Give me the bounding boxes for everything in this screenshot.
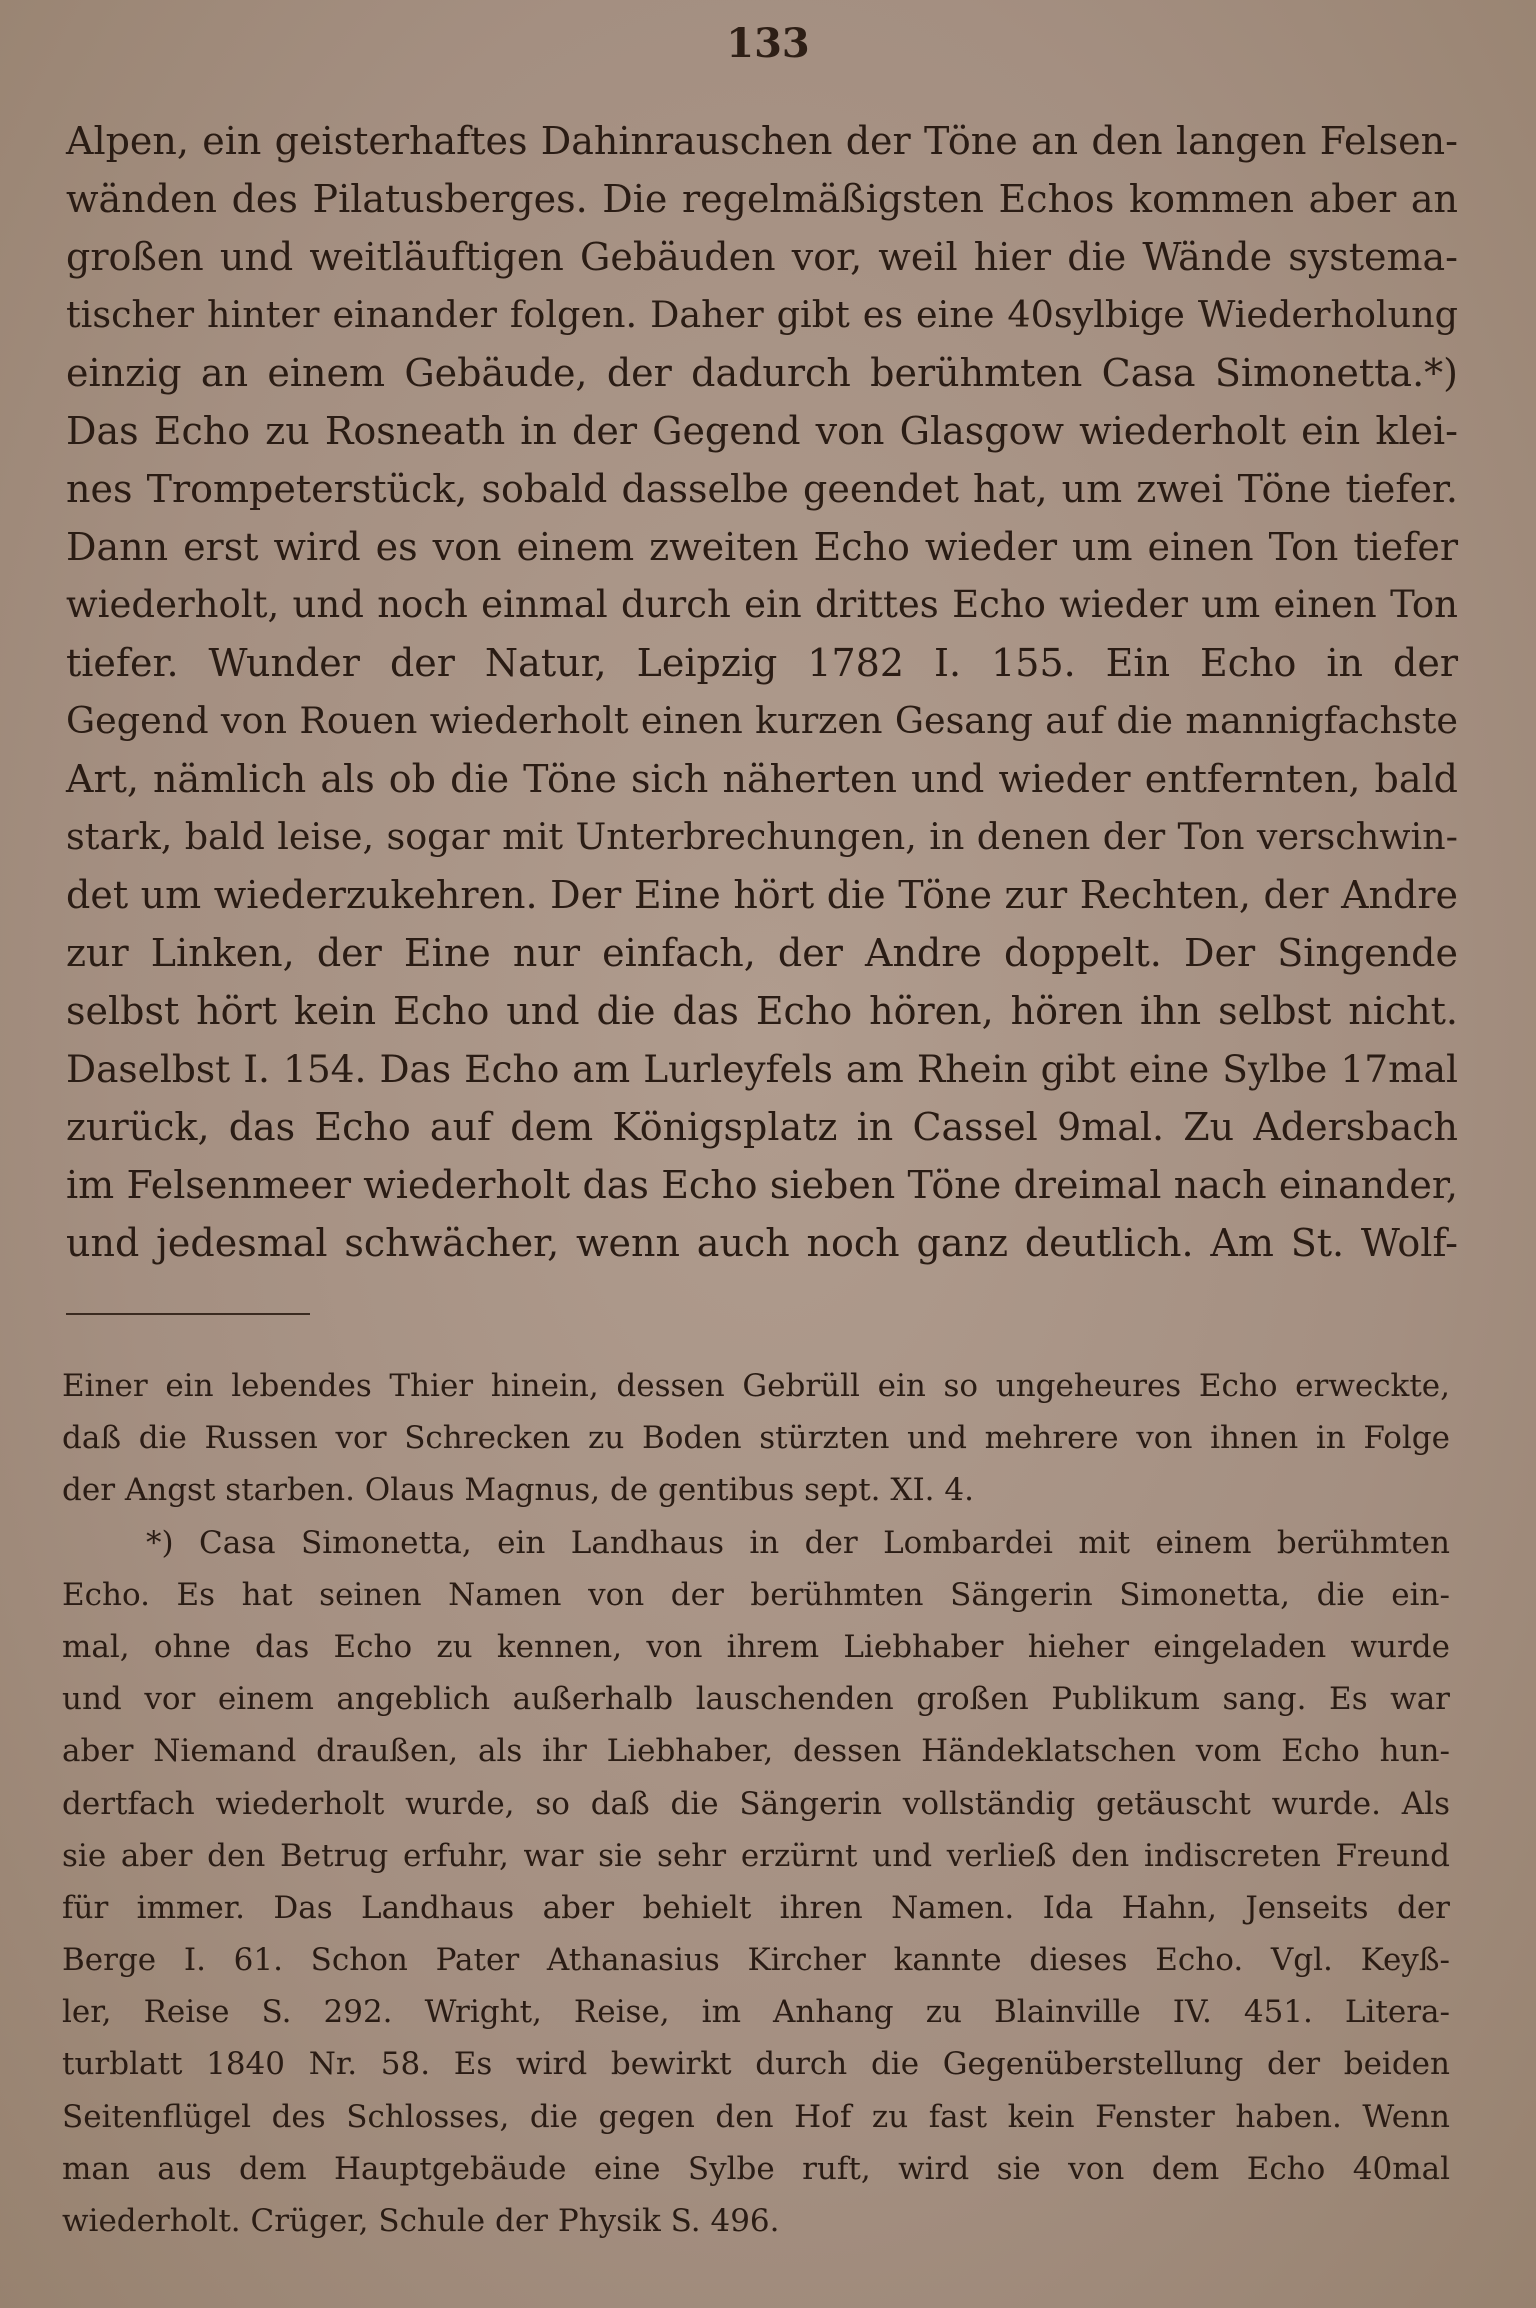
footnote-line: Einer ein lebendes Thier hinein, dessen Gebrüll ein so ungeheures Echo erweckte, [62,1368,1450,1404]
footnote-line: daß die Russen vor Schrecken zu Boden stürzten und mehrere von ihnen in Folge [62,1420,1450,1457]
main-text-line: stark, bald leise, sogar mit Unterbrechungen, in denen der Ton verschwin- [66,815,1458,858]
main-text-line: Dann erst wird es von einem zweiten Echo wieder um einen Ton tiefer [66,525,1458,569]
main-text-line: wiederholt, und noch einmal durch ein drittes Echo wieder um einen Ton [66,583,1458,626]
footnote-line: sie aber den Betrug erfuhr, war sie sehr erzürnt und verließ den indiscreten Freund [62,1837,1450,1874]
main-text-line: Daselbst I. 154. Das Echo am Lurleyfels am Rhein gibt eine Sylbe 17mal [66,1047,1458,1091]
main-text-line: nes Trompeterstück, sobald dasselbe geendet hat, um zwei Töne tiefer. [66,467,1458,511]
footnote-line: Berge I. 61. Schon Pater Athanasius Kircher kannte dieses Echo. Vgl. Keyß- [62,1942,1450,1979]
main-text-line: Art, nämlich als ob die Töne sich näherten und wieder entfernten, bald [66,757,1458,801]
footnotes [62,1360,1450,2247]
main-text-line: im Felsenmeer wiederholt das Echo sieben Töne dreimal nach einander, [66,1163,1458,1207]
main-text-line: det um wiederzukehren. Der Eine hört die Töne zur Rechten, der Andre [66,873,1458,917]
main-text-line: zur Linken, der Eine nur einfach, der Andre doppelt. Der Singende [66,931,1458,975]
main-text-line: großen und weitläuftigen Gebäuden vor, weil hier die Wände systema- [66,235,1458,279]
footnote-line: der Angst starben. Olaus Magnus, de gentibus sept. XI. 4. [62,1472,974,1509]
footnote-line: ler, Reise S. 292. Wright, Reise, im Anhang zu Blainville IV. 451. Litera- [62,1994,1450,2031]
main-text-line: tiefer. Wunder der Natur, Leipzig 1782 I. 155. Ein Echo in der [66,641,1458,685]
footnote-line: wiederholt. Crüger, Schule der Physik S. 496. [62,2203,780,2239]
page-number: 133 [726,20,810,67]
main-text-line: zurück, das Echo auf dem Königsplatz in Cassel 9mal. Zu Adersbach [66,1105,1458,1149]
footnote-separator [66,1313,310,1315]
footnote-line: Seitenflügel des Schlosses, die gegen den Hof zu fast kein Fenster haben. Wenn [62,2098,1450,2135]
main-text-line: selbst hört kein Echo und die das Echo hören, hören ihn selbst nicht. [66,989,1458,1033]
main-text-line: Gegend von Rouen wiederholt einen kurzen Gesang auf die mannigfachste [66,699,1458,742]
main-text-line: Alpen, ein geisterhaftes Dahinrauschen der Töne an den langen Felsen- [66,119,1458,163]
footnote-line: turblatt 1840 Nr. 58. Es wird bewirkt durch die Gegenüberstellung der beiden [62,2046,1450,2083]
main-text-line: einzig an einem Gebäude, der dadurch berühmten Casa Simonetta.*) [66,351,1458,395]
footnote-line: dertfach wiederholt wurde, so daß die Sängerin vollständig getäuscht wurde. Als [62,1785,1450,1822]
footnote-line: mal, ohne das Echo zu kennen, von ihrem Liebhaber hieher eingeladen wurde [62,1628,1450,1665]
main-text [66,112,1458,1272]
footnote-line: und vor einem angeblich außerhalb lauschenden großen Publikum sang. Es war [62,1681,1450,1718]
main-text-line: Das Echo zu Rosneath in der Gegend von Glasgow wiederholt ein klei- [66,409,1458,453]
footnote-line: aber Niemand draußen, als ihr Liebhaber, dessen Händeklatschen vom Echo hun- [62,1733,1450,1770]
footnote-line: für immer. Das Landhaus aber behielt ihren Namen. Ida Hahn, Jenseits der [62,1889,1450,1926]
footnote-line: man aus dem Hauptgebäude eine Sylbe ruft, wird sie von dem Echo 40mal [62,2150,1450,2187]
footnote-line: Echo. Es hat seinen Namen von der berühmten Sängerin Simonetta, die ein- [62,1576,1450,1613]
main-text-line: wänden des Pilatusberges. Die regelmäßigsten Echos kommen aber an [66,177,1458,221]
main-text-line: und jedesmal schwächer, wenn auch noch ganz deutlich. Am St. Wolf- [66,1221,1458,1265]
main-text-line: tischer hinter einander folgen. Daher gibt es eine 40sylbige Wiederholung [66,293,1458,336]
footnote-line: *) Casa Simonetta, ein Landhaus in der Lombardei mit einem berühmten [146,1524,1450,1561]
